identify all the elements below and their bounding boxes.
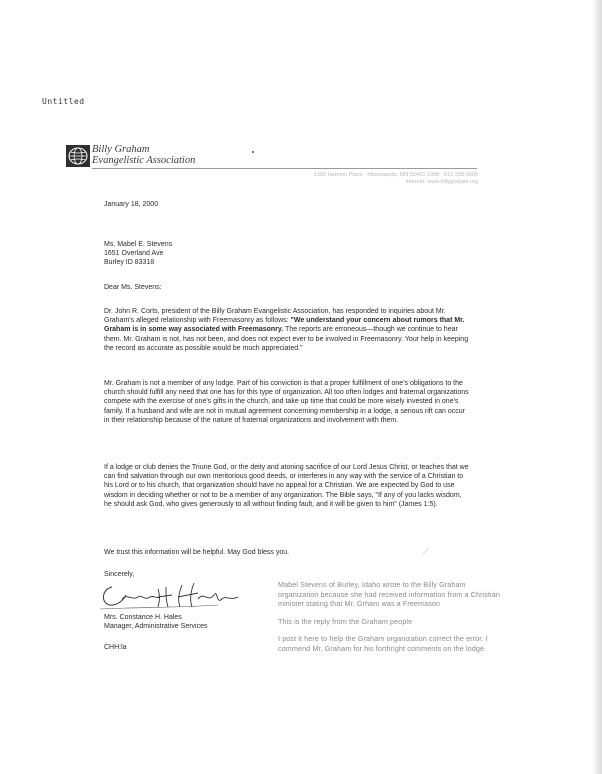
recipient-name: Ms. Mabel E. Stevens	[104, 241, 173, 248]
org-name-line2: Evangelistic Association	[92, 155, 196, 166]
typist-initials: CHH:la	[104, 644, 127, 651]
recipient-city: Burley ID 83318	[104, 259, 155, 267]
letterhead-rule	[92, 168, 477, 169]
annotation-paragraph-3: I post it here to help the Graham organization correct the error. I commend Mr. Graham for his forthright comments on the lodge.	[278, 634, 488, 653]
letter-closing: Sincerely,	[104, 571, 135, 578]
globe-logo-icon	[66, 145, 90, 167]
signer-title: Manager, Administrative Services	[104, 623, 208, 631]
letter-paragraph-3: If a lodge or club denies the Triune God, or the deity and atoning sacrifice of our Lord Jesus Christ, or teaches that we can find salvation through our own meritorious good deeds, or interferes in any way with the service of a Christian to his Lord or to his church, that organization should have no appeal for a Christian. We are expected by God to use wisdom in deciding whether or not to be a member of any organization. The Bible says, "If any of you lacks wisdom, he should ask God, who gives generously to all without finding fault, and it will be given to him" (James 1:5).	[104, 464, 469, 508]
address-line1: 1300 Harmon Place · Minneapolis, MN 55403-1988 · 612 338-0500	[313, 172, 478, 178]
letterhead-dot	[252, 151, 254, 153]
pen-mark-icon	[422, 547, 430, 555]
paragraph-1-intro: Dr. John R. Corts, president of the Billy Graham Evangelistic Association, has responded to inquiries about Mr. Graham's alleged relationship with Freemasonry as follows:	[104, 308, 446, 325]
org-name-line1: Billy Graham	[92, 144, 150, 155]
annotation-paragraph-2: This is the reply from the Graham people	[278, 616, 413, 626]
letter-date: January 18, 2000	[104, 201, 159, 208]
signer-name: Mrs. Constance H. Hales	[104, 614, 182, 621]
letterhead-address	[282, 172, 478, 186]
salutation: Dear Ms. Stevens:	[104, 284, 162, 291]
page-edge-shadow	[592, 0, 602, 774]
document-title: Untitled	[42, 97, 85, 106]
handwritten-signature	[98, 577, 248, 613]
signer-block	[104, 613, 208, 631]
paragraph-1-rest: The reports are erroneous—though we continue to hear them. Mr. Graham is not, has not been, and does not expect ever to be involved in Freemasonry. Your help in keeping the record as accurate as possible would be much appreciated."	[104, 326, 469, 352]
letter-paragraph-2: Mr. Graham is not a member of any lodge. Part of his conviction is that a proper fulfillment of one's obligations to the church should fulfill any need that one has for this type of organization. All too often lodges and fraternal organizations compete with the exercise of one's gifts in the church, and take up time that could be more wisely invested in one's family. If a husband and wife are not in mutual agreement concerning membership in a lodge, a serious rift can occur in their relationship because of the nature of fraternal organizations and involvement with them.	[104, 380, 469, 424]
recipient-address	[104, 240, 172, 268]
paragraph-1-bold-quote: "We understand your concern about rumors that Mr. Graham is in some way associated with Freemasonry.	[104, 317, 465, 334]
handwritten-annotation	[278, 580, 500, 662]
annotation-paragraph-1: Mabel Stevens of Burley, Idaho wrote to the Billy Graham organization because she had received information from a Christian minister stating that Mr. Grham was a Freemason	[278, 580, 500, 609]
recipient-street: 1651 Overland Ave	[104, 250, 164, 258]
letter-paragraph-1	[104, 307, 470, 353]
letter-paragraph-4: We trust this information will be helpful. May God bless you.	[104, 549, 290, 556]
letterhead-org-name	[92, 144, 195, 166]
address-line2: Internet: www.billygraham.org	[405, 179, 478, 185]
